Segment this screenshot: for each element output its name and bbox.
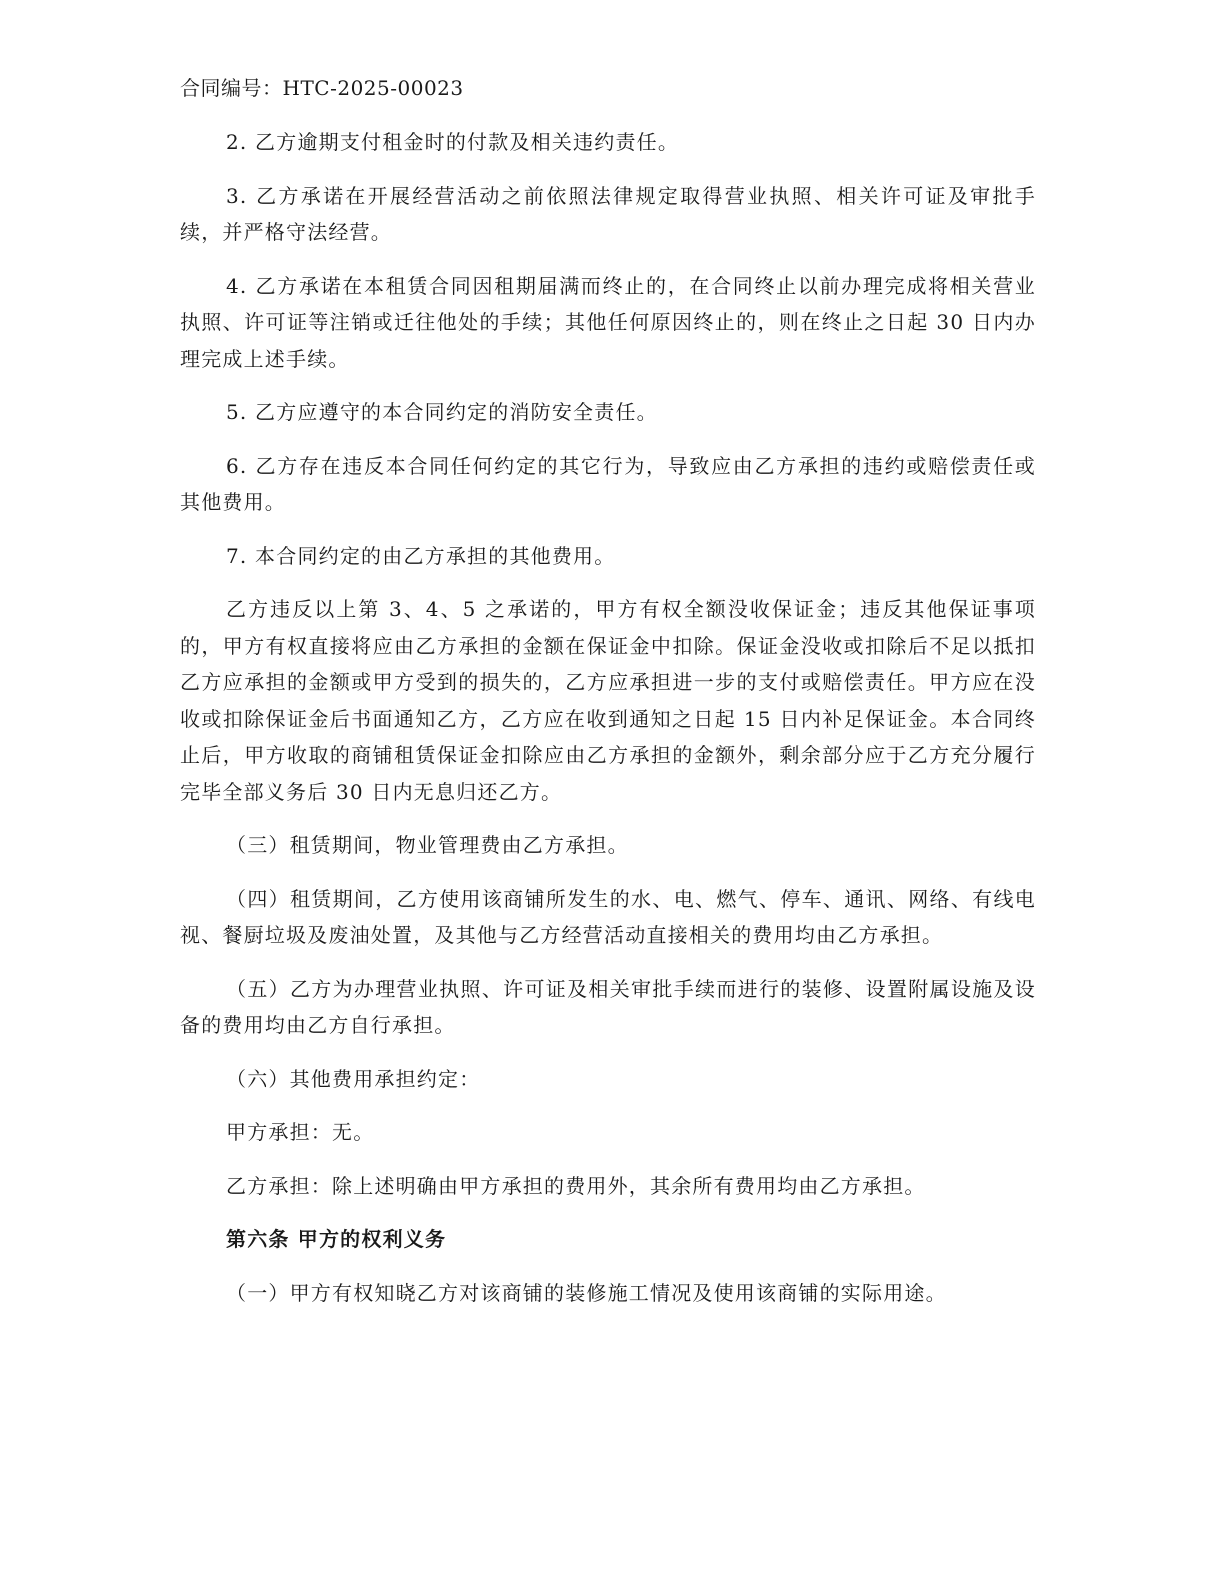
paragraph-clause-5: （五）乙方为办理营业执照、许可证及相关审批手续而进行的装修、设置附属设施及设备的费用均由乙方自行承担。 <box>180 976 1036 1037</box>
paragraph-article6-clause-1: （一）甲方有权知晓乙方对该商铺的装修施工情况及使用该商铺的实际用途。 <box>226 1280 947 1305</box>
paragraph-clause-4: （四）租赁期间，乙方使用该商铺所发生的水、电、燃气、停车、通讯、网络、有线电视、餐厨垃圾及废油处置，及其他与乙方经营活动直接相关的费用均由乙方承担。 <box>180 886 1036 947</box>
paragraph-item-7: 7. 本合同约定的由乙方承担的其他费用。 <box>226 543 616 568</box>
contract-number-label: 合同编号： <box>180 76 283 100</box>
contract-number-value: HTC-2025-00023 <box>282 76 464 100</box>
document-page <box>180 70 1036 1328</box>
paragraph-clause-3: （三）租赁期间，物业管理费由乙方承担。 <box>226 833 629 857</box>
paragraph-clause-6: （六）其他费用承担约定： <box>226 1066 481 1091</box>
paragraph-item-6: 6. 乙方存在违反本合同任何约定的其它行为，导致应由乙方承担的违约或赔偿责任或其他费用。 <box>180 453 1036 514</box>
contract-number-line <box>180 70 1036 106</box>
section-heading: 第六条 甲方的权利义务 <box>226 1227 447 1251</box>
paragraph-item-3: 3. 乙方承诺在开展经营活动之前依照法律规定取得营业执照、相关许可证及审批手续，并严格守法经营。 <box>180 183 1036 244</box>
paragraph-item-2: 2. 乙方逾期支付租金时的付款及相关违约责任。 <box>226 130 680 154</box>
paragraph-item-4: 4. 乙方承诺在本租赁合同因租期届满而终止的，在合同终止以前办理完成将相关营业执照、许可证等注销或迁往他处的手续；其他任何原因终止的，则在终止之日起 30 日内办理完成上述手续。 <box>180 273 1036 371</box>
paragraph-party-b-costs: 乙方承担：除上述明确由甲方承担的费用外，其余所有费用均由乙方承担。 <box>226 1173 926 1198</box>
paragraph-party-a-costs: 甲方承担：无。 <box>226 1120 375 1144</box>
paragraph-deposit-terms: 乙方违反以上第 3、4、5 之承诺的，甲方有权全额没收保证金；违反其他保证事项的，甲方有权直接将应由乙方承担的金额在保证金中扣除。保证金没收或扣除后不足以抵扣乙方应承担的金额或甲方受到的损失的，乙方应承担进一步的支付或赔偿责任。甲方应在没收或扣除保证金后书面通知乙方，乙方应在收到通知之日起 15 日内补足保证金。本合同终止后，甲方收取的商铺租赁保证金扣除应由乙方承担的金额外，剩余部分应于乙方充分履行完毕全部义务后 30 日内无息归还乙方。 <box>180 597 1036 804</box>
paragraph-item-5: 5. 乙方应遵守的本合同约定的消防安全责任。 <box>226 400 658 424</box>
